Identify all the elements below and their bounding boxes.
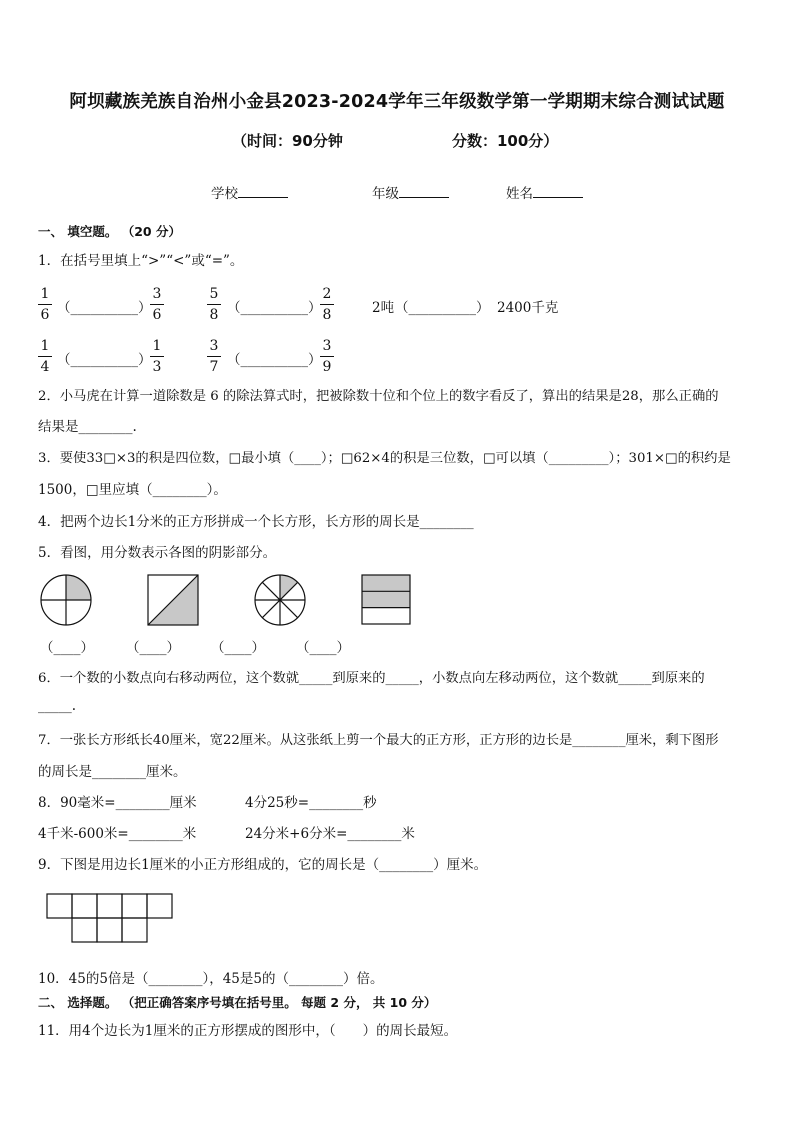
section-1-title: 一、 填空题。 （20 分） <box>38 224 181 239</box>
exam-score: 分数：100分） <box>452 132 559 150</box>
question-8-b: 4分25秒=________秒 <box>245 795 377 811</box>
figure-answer-blank: （____） <box>126 640 180 656</box>
rectangle-thirds-figure <box>361 574 413 626</box>
fraction: 1 3 <box>150 339 164 374</box>
question-8-c: 4千米-600米=________米 <box>38 826 197 842</box>
fraction: 1 6 <box>38 287 52 322</box>
question-10-text: 10．45的5倍是（________），45是5的（________）倍。 <box>38 971 384 987</box>
school-label: 学校 <box>211 186 238 202</box>
answer-blank: （__________） <box>395 300 490 316</box>
fraction: 1 4 <box>38 339 52 374</box>
question-8-d: 24分米+6分米=________米 <box>245 826 415 842</box>
question-3-line-2: 1500，□里应填（________）。 <box>38 482 227 498</box>
grade-label: 年级 <box>372 186 399 202</box>
fraction: 3 7 <box>207 339 221 374</box>
ton-left: 2吨 <box>372 300 395 316</box>
answer-blank: （__________） <box>227 352 322 368</box>
shaded-eighth <box>280 575 298 600</box>
figure-answer-blank: （____） <box>40 640 94 656</box>
name-blank <box>533 185 583 198</box>
ton-right: 2400千克 <box>497 300 559 316</box>
figure-answer-blank: （____） <box>211 640 265 656</box>
square-diagonal-figure <box>147 574 199 626</box>
school-field <box>211 182 288 202</box>
question-6-line-2: _____. <box>38 698 77 714</box>
question-2-line-2: 结果是________. <box>38 419 137 435</box>
fraction: 3 9 <box>320 339 334 374</box>
grade-blank <box>399 185 449 198</box>
page-title: 阿坝藏族羌族自治州小金县2023-2024学年三年级数学第一学期期末综合测试试题 <box>69 92 725 112</box>
question-7-line-2: 的周长是________厘米。 <box>38 764 187 780</box>
question-5-text: 5．看图，用分数表示各图的阴影部分。 <box>38 545 277 561</box>
question-7-line-1: 7．一张长方形纸长40厘米，宽22厘米。从这张纸上剪一个最大的正方形，正方形的边长是________厘米，剩下图形 <box>38 733 719 748</box>
squares-grid-figure <box>46 893 178 945</box>
exam-time: （时间：90分钟 <box>232 132 343 150</box>
answer-blank: （__________） <box>227 300 322 316</box>
grade-field <box>372 182 449 202</box>
circle-quarters-figure <box>40 574 92 626</box>
question-1-text: 1．在括号里填上“>”“<”或“=”。 <box>38 253 244 269</box>
question-4-text: 4．把两个边长1分米的正方形拼成一个长方形，长方形的周长是________ <box>38 514 474 530</box>
section-2-title: 二、 选择题。 （把正确答案序号填在括号里。 每题 2 分， 共 10 分） <box>38 995 437 1010</box>
fraction: 3 6 <box>150 287 164 322</box>
question-6-line-1: 6．一个数的小数点向右移动两位，这个数就_____到原来的_____，小数点向左移动两位，这个数就_____到原来的 <box>38 671 705 686</box>
name-label: 姓名 <box>506 186 533 202</box>
answer-blank: （__________） <box>57 300 152 316</box>
fraction: 5 8 <box>207 287 221 322</box>
fraction: 2 8 <box>320 287 334 322</box>
name-field <box>506 182 583 202</box>
question-11-text: 11．用4个边长为1厘米的正方形摆成的图形中，（ ）的周长最短。 <box>38 1023 458 1039</box>
school-blank <box>238 185 288 198</box>
figure-answer-blank: （____） <box>296 640 350 656</box>
question-8-a: 8．90毫米=________厘米 <box>38 795 197 811</box>
question-2-line-1: 2．小马虎在计算一道除数是 6 的除法算式时，把被除数十位和个位上的数字看反了，算出的结果是28，那么正确的 <box>38 389 719 404</box>
answer-blank: （__________） <box>57 352 152 368</box>
question-3-line-1: 3．要使33□×3的积是四位数，□最小填（____）；□62×4的积是三位数，□可以填（_________）；301×□的积约是 <box>38 451 731 466</box>
circle-eighths-figure <box>254 574 306 626</box>
question-9-text: 9．下图是用边长1厘米的小正方形组成的，它的周长是（________）厘米。 <box>38 857 488 873</box>
